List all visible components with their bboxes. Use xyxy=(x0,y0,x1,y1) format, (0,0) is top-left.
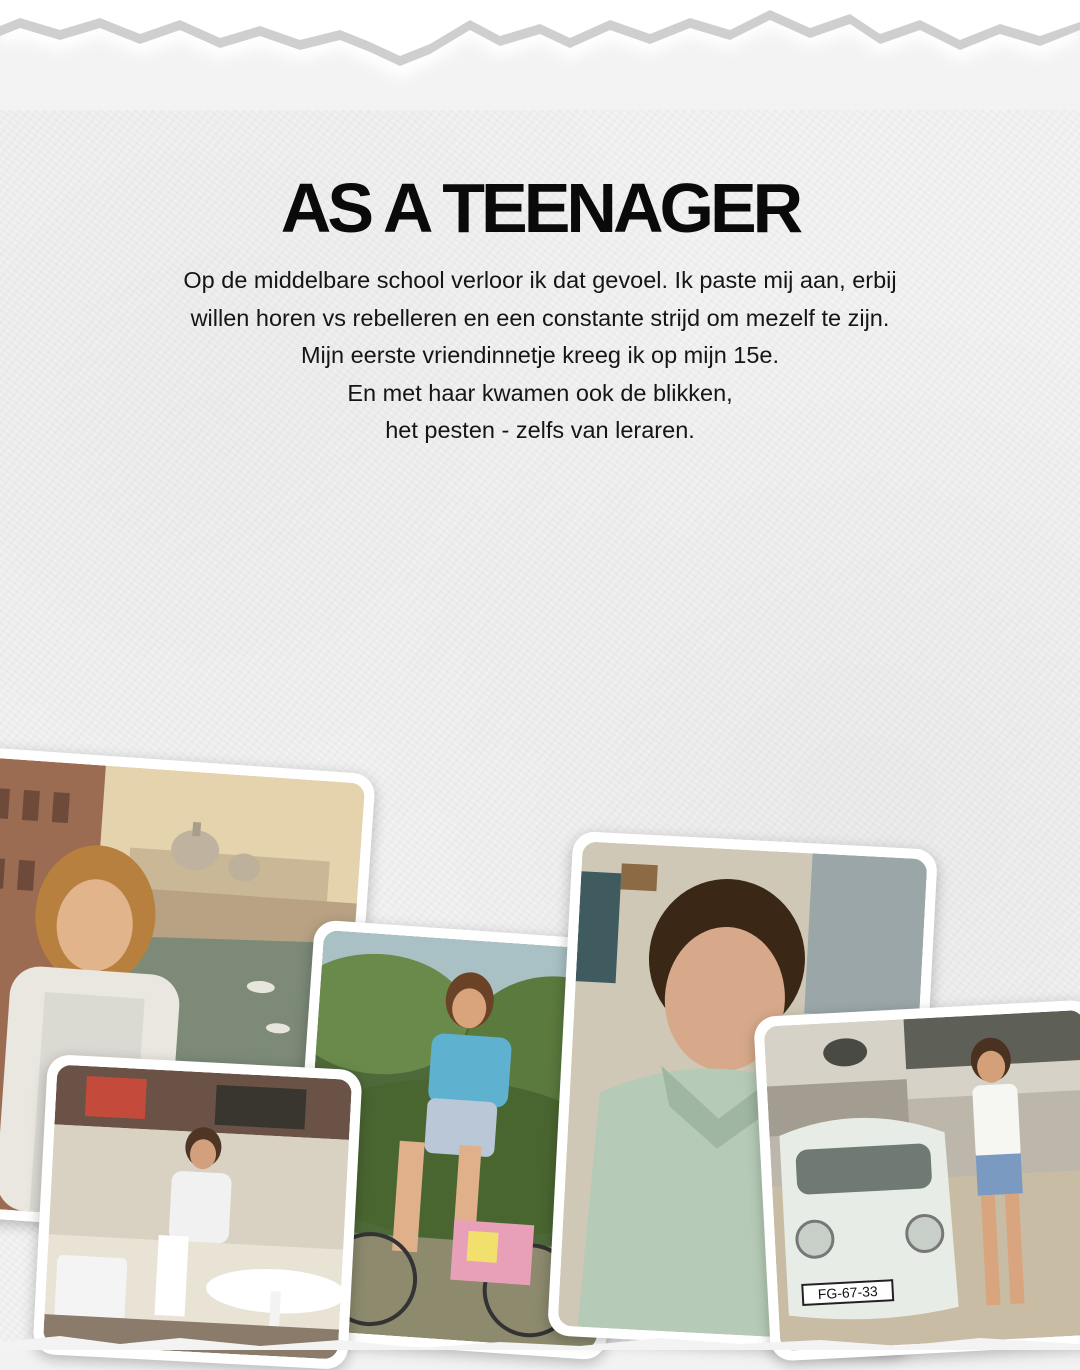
body-line: Mijn eerste vriendinnetje kreeg ik op mijn 15e. xyxy=(300,342,780,368)
body-line: En met haar kwamen ook de blikken, xyxy=(347,379,733,406)
vintage-car-photo xyxy=(753,999,1080,1361)
torn-paper-edge xyxy=(0,0,1080,110)
body-line: Op de middelbare school verloor ik dat gevoel. Ik paste mij aan, erbij xyxy=(183,267,897,293)
license-plate-text: FG-67-33 xyxy=(817,1283,879,1303)
body-line: het pesten - zelfs van leraren. xyxy=(385,417,695,443)
page-title: AS A TEENAGER xyxy=(280,169,800,247)
body-paragraph xyxy=(90,262,990,450)
porch-photo xyxy=(32,1054,362,1370)
torn-paper-bottom-edge xyxy=(0,1330,1080,1350)
body-line: willen horen vs rebelleren en een constante strijd om mezelf te zijn. xyxy=(190,304,890,331)
